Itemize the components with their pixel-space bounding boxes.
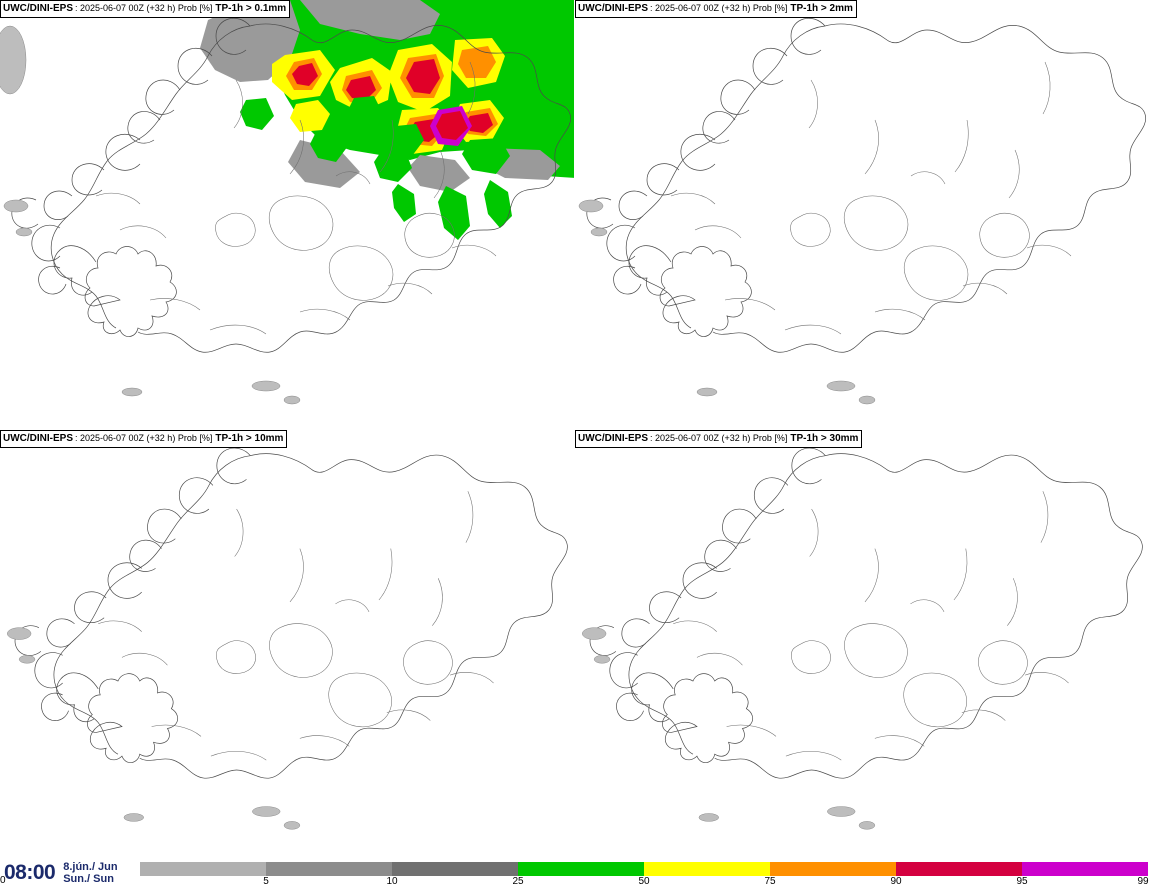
colorbar-tick-10: 10 bbox=[386, 876, 398, 887]
panel-header-1 bbox=[0, 0, 290, 18]
valid-date-line2: Sun./ Sun bbox=[63, 873, 114, 885]
map-svg-1 bbox=[0, 0, 575, 430]
valid-date bbox=[63, 861, 117, 885]
run-label: : 2025-06-07 00Z (+32 h) Prob [%] bbox=[75, 433, 213, 443]
parameter-label: TP-1h > 0.1mm bbox=[215, 3, 287, 14]
offshore-islands bbox=[0, 26, 300, 404]
iceland-outline-3 bbox=[7, 448, 567, 829]
colorbar-tick-5: 5 bbox=[263, 876, 269, 887]
iceland-outline-2 bbox=[579, 18, 1146, 404]
footer-bar bbox=[0, 855, 1150, 891]
colorbar-segment-99 bbox=[1022, 862, 1148, 876]
map-canvas-3[interactable] bbox=[0, 430, 574, 855]
parameter-label: TP-1h > 2mm bbox=[790, 3, 853, 14]
colorbar-segment-95 bbox=[896, 862, 1022, 876]
colorbar-tick-99: 99 bbox=[1137, 876, 1149, 887]
panel-header-2 bbox=[575, 0, 857, 18]
map-svg-2 bbox=[575, 0, 1150, 430]
colorbar-tick-75: 75 bbox=[764, 876, 776, 887]
valid-time: 08:00 bbox=[4, 861, 56, 884]
colorbar-zero-label: 0 bbox=[0, 875, 6, 886]
colorbar-tick-90: 90 bbox=[890, 876, 902, 887]
colorbar-ticks bbox=[140, 876, 1148, 889]
colorbar-swatches bbox=[140, 862, 1148, 876]
map-svg-3 bbox=[0, 430, 575, 855]
parameter-label: TP-1h > 30mm bbox=[790, 433, 859, 444]
colorbar-segment-5 bbox=[140, 862, 266, 876]
map-panel-2[interactable] bbox=[575, 0, 1150, 430]
colorbar-segment-25 bbox=[392, 862, 518, 876]
valid-date-line1: 8.jún./ Jun bbox=[63, 861, 118, 873]
colorbar-segment-10 bbox=[266, 862, 392, 876]
precip-shading bbox=[200, 0, 575, 240]
model-label: UWC/DINI-EPS bbox=[578, 3, 648, 14]
iceland-outline-4 bbox=[582, 448, 1142, 829]
map-canvas-2[interactable] bbox=[575, 0, 1149, 430]
panel-header-3 bbox=[0, 430, 287, 448]
colorbar-tick-95: 95 bbox=[1016, 876, 1028, 887]
parameter-label: TP-1h > 10mm bbox=[215, 433, 284, 444]
colorbar-tick-25: 25 bbox=[512, 876, 524, 887]
colorbar-segment-90 bbox=[770, 862, 896, 876]
map-canvas-1[interactable] bbox=[0, 0, 574, 430]
map-panel-1[interactable] bbox=[0, 0, 575, 430]
run-label: : 2025-06-07 00Z (+32 h) Prob [%] bbox=[650, 3, 788, 13]
run-label: : 2025-06-07 00Z (+32 h) Prob [%] bbox=[75, 3, 213, 13]
colorbar-tick-50: 50 bbox=[638, 876, 650, 887]
colorbar-segment-50 bbox=[518, 862, 644, 876]
colorbar-segment-75 bbox=[644, 862, 770, 876]
model-label: UWC/DINI-EPS bbox=[3, 433, 73, 444]
model-label: UWC/DINI-EPS bbox=[578, 433, 648, 444]
map-svg-4 bbox=[575, 430, 1150, 855]
valid-time-box bbox=[0, 855, 138, 891]
colorbar bbox=[140, 862, 1148, 891]
map-panel-3[interactable] bbox=[0, 430, 575, 855]
map-canvas-4[interactable] bbox=[575, 430, 1149, 855]
model-label: UWC/DINI-EPS bbox=[3, 3, 73, 14]
map-panel-4[interactable] bbox=[575, 430, 1150, 855]
run-label: : 2025-06-07 00Z (+32 h) Prob [%] bbox=[650, 433, 788, 443]
panel-header-4 bbox=[575, 430, 862, 448]
